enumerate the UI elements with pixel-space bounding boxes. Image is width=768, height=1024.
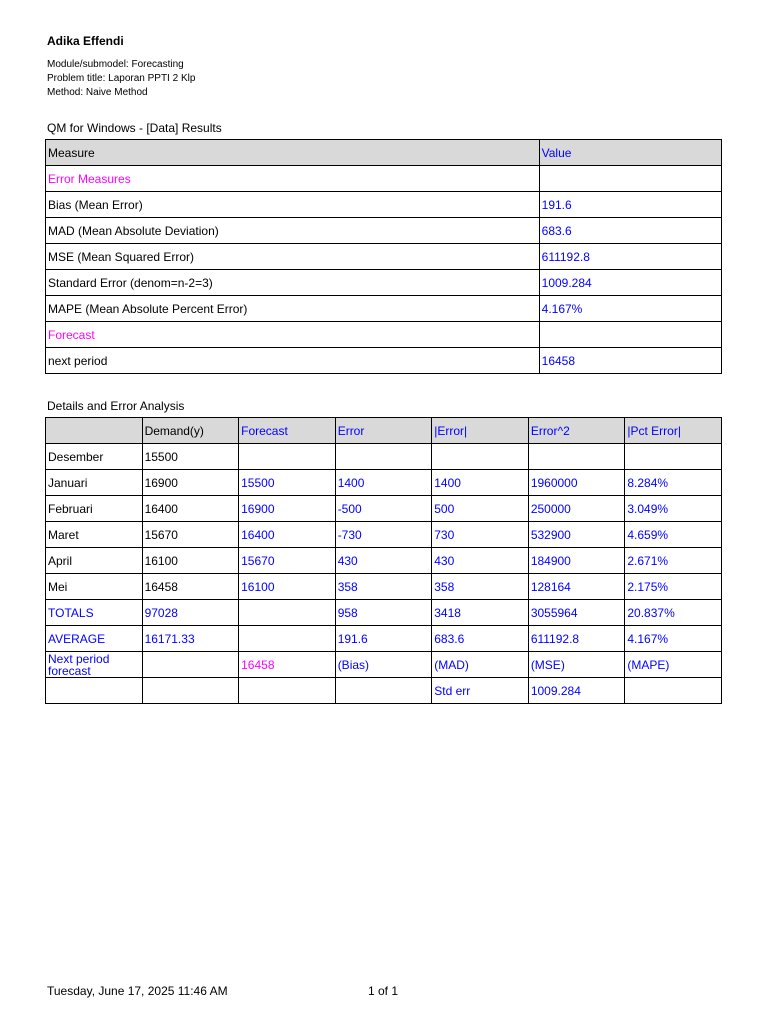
std-err-blank — [142, 678, 239, 704]
results-row — [46, 270, 722, 296]
forecast-cell: 15670 — [239, 548, 336, 574]
next-period-forecast: 16458 — [239, 652, 336, 678]
table-row — [46, 522, 722, 548]
abs-error-cell: 500 — [432, 496, 529, 522]
totals-pct-error: 20.837% — [625, 600, 722, 626]
std-err-value: 1009.284 — [528, 678, 625, 704]
results-row — [46, 296, 722, 322]
period-cell: Mei — [46, 574, 143, 600]
table-row — [46, 444, 722, 470]
squared-error-cell: 184900 — [528, 548, 625, 574]
measure-value: 16458 — [539, 348, 721, 374]
pct-error-cell: 4.659% — [625, 522, 722, 548]
error-cell: 1400 — [335, 470, 432, 496]
author-name: Adika Effendi — [47, 34, 124, 48]
forecast-cell: 15500 — [239, 470, 336, 496]
next-period-demand — [142, 652, 239, 678]
std-err-label: Std err — [432, 678, 529, 704]
average-abs-error: 683.6 — [432, 626, 529, 652]
average-label: AVERAGE — [46, 626, 143, 652]
period-cell: Februari — [46, 496, 143, 522]
results-row — [46, 244, 722, 270]
results-row — [46, 192, 722, 218]
abs-error-cell — [432, 444, 529, 470]
results-row — [46, 348, 722, 374]
measure-label: Bias (Mean Error) — [46, 192, 540, 218]
error-cell: 358 — [335, 574, 432, 600]
std-err-blank — [625, 678, 722, 704]
problem-title-line: Problem title: Laporan PPTI 2 Klp — [47, 73, 196, 84]
forecast-header: Forecast — [239, 418, 336, 444]
details-table — [45, 417, 722, 704]
totals-label: TOTALS — [46, 600, 143, 626]
period-header — [46, 418, 143, 444]
period-cell: Desember — [46, 444, 143, 470]
period-cell: Maret — [46, 522, 143, 548]
average-row — [46, 626, 722, 652]
demand-cell: 15500 — [142, 444, 239, 470]
abs-error-cell: 430 — [432, 548, 529, 574]
std-err-blank — [335, 678, 432, 704]
squared-error-cell: 250000 — [528, 496, 625, 522]
error-cell: -730 — [335, 522, 432, 548]
pct-error-header: |Pct Error| — [625, 418, 722, 444]
abs-error-cell: 1400 — [432, 470, 529, 496]
forecast-cell: 16400 — [239, 522, 336, 548]
error-cell: 430 — [335, 548, 432, 574]
method-line: Method: Naive Method — [47, 87, 148, 98]
abs-error-cell: 358 — [432, 574, 529, 600]
squared-error-cell: 128164 — [528, 574, 625, 600]
forecast-cell: 16900 — [239, 496, 336, 522]
demand-cell: 16900 — [142, 470, 239, 496]
results-header-row — [46, 140, 722, 166]
measure-label: Error Measures — [46, 166, 540, 192]
error-cell — [335, 444, 432, 470]
std-err-row — [46, 678, 722, 704]
mape-label: (MAPE) — [625, 652, 722, 678]
results-table — [45, 139, 722, 374]
measure-label: MAD (Mean Absolute Deviation) — [46, 218, 540, 244]
table-row — [46, 548, 722, 574]
totals-row — [46, 600, 722, 626]
totals-forecast — [239, 600, 336, 626]
measure-label: Forecast — [46, 322, 540, 348]
measure-value: 611192.8 — [539, 244, 721, 270]
measure-value: 191.6 — [539, 192, 721, 218]
pct-error-cell: 2.671% — [625, 548, 722, 574]
measure-label: Standard Error (denom=n-2=3) — [46, 270, 540, 296]
measure-label: next period — [46, 348, 540, 374]
average-squared-error: 611192.8 — [528, 626, 625, 652]
std-err-blank — [46, 678, 143, 704]
details-header-row — [46, 418, 722, 444]
average-error: 191.6 — [335, 626, 432, 652]
footer-timestamp: Tuesday, June 17, 2025 11:46 AM — [47, 984, 228, 998]
average-demand: 16171.33 — [142, 626, 239, 652]
abs-error-cell: 730 — [432, 522, 529, 548]
abs-error-header: |Error| — [432, 418, 529, 444]
totals-demand: 97028 — [142, 600, 239, 626]
std-err-blank — [239, 678, 336, 704]
demand-cell: 16458 — [142, 574, 239, 600]
pct-error-cell: 3.049% — [625, 496, 722, 522]
average-pct-error: 4.167% — [625, 626, 722, 652]
period-cell: Januari — [46, 470, 143, 496]
results-row — [46, 322, 722, 348]
squared-error-cell: 532900 — [528, 522, 625, 548]
demand-cell: 16400 — [142, 496, 239, 522]
forecast-cell — [239, 444, 336, 470]
measure-label: MSE (Mean Squared Error) — [46, 244, 540, 270]
totals-squared-error: 3055964 — [528, 600, 625, 626]
error-cell: -500 — [335, 496, 432, 522]
demand-cell: 16100 — [142, 548, 239, 574]
value-header: Value — [539, 140, 721, 166]
bias-label: (Bias) — [335, 652, 432, 678]
table-row — [46, 574, 722, 600]
measure-value: 683.6 — [539, 218, 721, 244]
next-period-row — [46, 652, 722, 678]
mad-label: (MAD) — [432, 652, 529, 678]
footer-page-number: 1 of 1 — [368, 984, 399, 998]
table-row — [46, 496, 722, 522]
squared-error-cell — [528, 444, 625, 470]
module-line: Module/submodel: Forecasting — [47, 59, 184, 70]
problem-metadata — [47, 58, 195, 100]
results-row — [46, 166, 722, 192]
pct-error-cell — [625, 444, 722, 470]
demand-cell: 15670 — [142, 522, 239, 548]
table-row — [46, 470, 722, 496]
pct-error-cell: 8.284% — [625, 470, 722, 496]
measure-header: Measure — [46, 140, 540, 166]
average-forecast — [239, 626, 336, 652]
error-header: Error — [335, 418, 432, 444]
mse-label: (MSE) — [528, 652, 625, 678]
pct-error-cell: 2.175% — [625, 574, 722, 600]
next-period-label: Next period forecast — [46, 652, 143, 678]
squared-error-cell: 1960000 — [528, 470, 625, 496]
measure-value: 1009.284 — [539, 270, 721, 296]
measure-value: 4.167% — [539, 296, 721, 322]
squared-error-header: Error^2 — [528, 418, 625, 444]
measure-value — [539, 166, 721, 192]
period-cell: April — [46, 548, 143, 574]
demand-header: Demand(y) — [142, 418, 239, 444]
forecast-cell: 16100 — [239, 574, 336, 600]
measure-label: MAPE (Mean Absolute Percent Error) — [46, 296, 540, 322]
results-row — [46, 218, 722, 244]
details-section-title: Details and Error Analysis — [47, 399, 185, 413]
results-section-title: QM for Windows - [Data] Results — [47, 121, 222, 135]
totals-abs-error: 3418 — [432, 600, 529, 626]
measure-value — [539, 322, 721, 348]
totals-error: 958 — [335, 600, 432, 626]
